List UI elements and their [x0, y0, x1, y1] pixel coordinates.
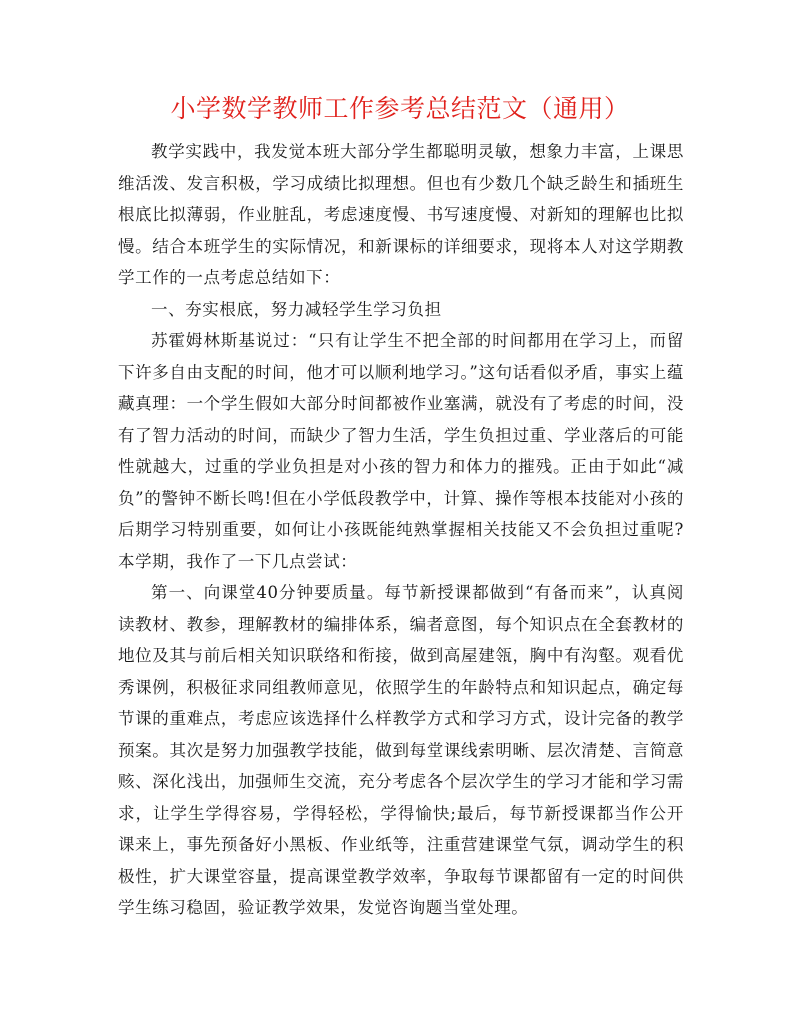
document-body	[118, 136, 684, 924]
intro-paragraph: 教学实践中，我发觉本班大部分学生都聪明灵敏，想象力丰富，上课思维活泼、发言积极，学习成绩比拟理想。但也有少数几个缺乏龄生和插班生根底比拟薄弱，作业脏乱，考虑速度慢、书写速度慢、对新知的理解也比拟慢。结合本班学生的实际情况，和新课标的详细要求，现将本人对这学期教学工作的一点考虑总结如下：	[118, 142, 684, 287]
document-title: 小学数学教师工作参考总结范文（通用）	[170, 94, 630, 123]
section-heading: 一、夯实根底，努力减轻学生学习负担	[151, 299, 442, 319]
classroom-paragraph: 第一、向课堂40分钟要质量。每节新授课都做到“有备而来”，认真阅读教材、教参，理解教材的编排体系，编者意图，每个知识点在全套教材的地位及其与前后相关知识联络和衔接，做到高屋建瓴，胸中有沟壑。观看优秀课例，积极征求同组教师意见，依照学生的年龄特点和知识起点，确定每节课的重难点，考虑应该选择什么样教学方式和学习方式，设计完备的教学预案。其次是努力加强教学技能，做到每堂课线索明晰、层次清楚、言简意赅、深化浅出，加强师生交流，充分考虑各个层次学生的学习才能和学习需求，让学生学得容易，学得轻松，学得愉快;最后，每节新授课都当作公开课来上，事先预备好小黑板、作业纸等，注重营建课堂气氛，调动学生的积极性，扩大课堂容量，提高课堂教学效率，争取每节课都留有一定的时间供学生练习稳固，验证教学效果，发觉咨询题当堂处理。	[118, 583, 684, 917]
quote-paragraph: 苏霍姆林斯基说过：“只有让学生不把全部的时间都用在学习上，而留下许多自由支配的时间，他才可以顺利地学习。”这句话看似矛盾，事实上蕴藏真理：一个学生假如大部分时间都被作业塞满，就没有了考虑的时间，没有了智力活动的时间，而缺少了智力生活，学生负担过重、学业落后的可能性就越大，过重的学业负担是对小孩的智力和体力的摧残。正由于如此“减负”的警钟不断长鸣!但在小学低段教学中，计算、操作等根本技能对小孩的后期学习特别重要，如何让小孩既能纯熟掌握相关技能又不会负担过重呢?本学期，我作了一下几点尝试：	[118, 331, 684, 571]
